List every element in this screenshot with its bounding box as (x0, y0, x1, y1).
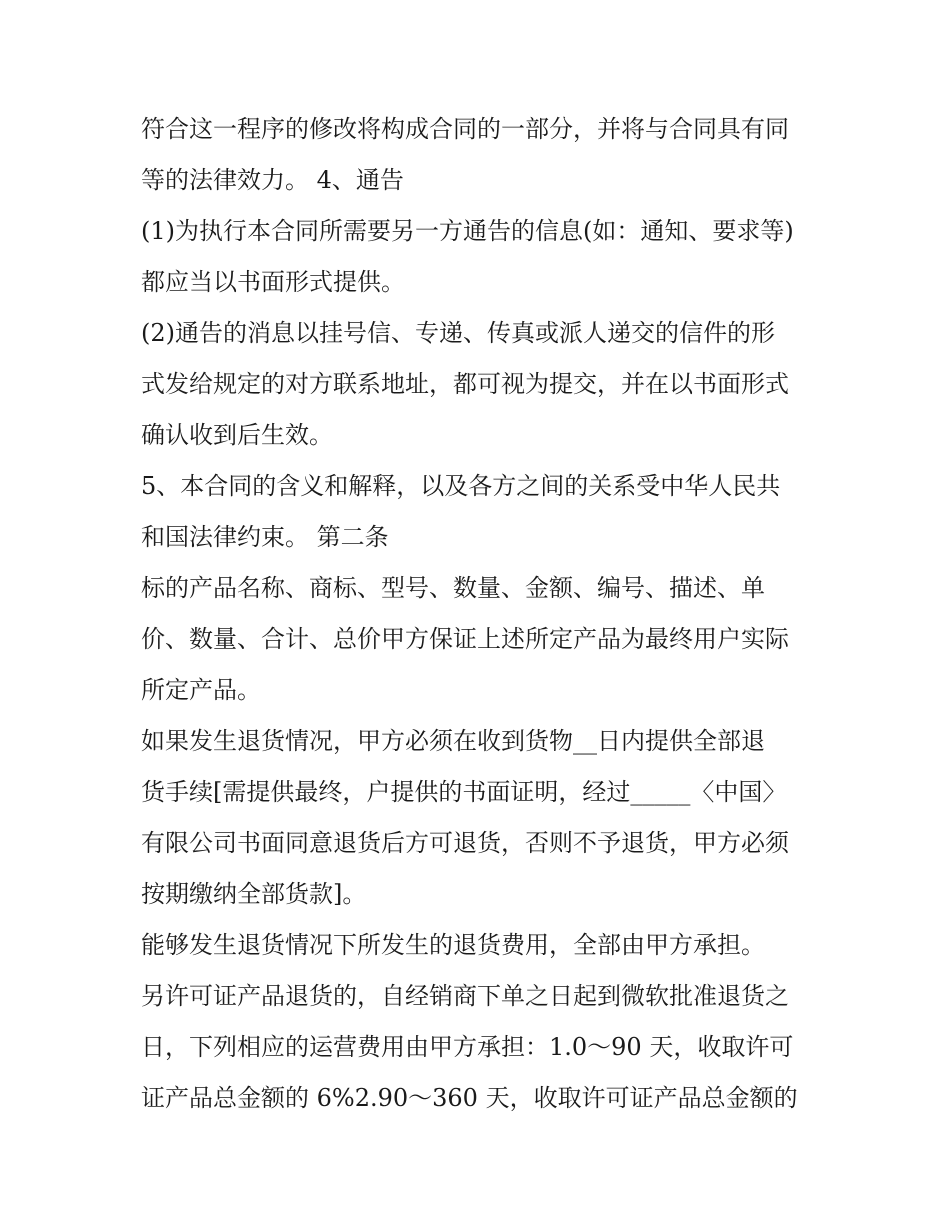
text-line: 都应当以书面形式提供。 (141, 268, 405, 296)
text-line: 如果发生退货情况，甲方必须在收到货物__日内提供全部退 (141, 727, 765, 755)
text-line: 符合这一程序的修改将构成合同的一部分，并将与合同具有同 (141, 115, 789, 143)
text-line: 所定产品。 (141, 676, 261, 704)
text-line: 日，下列相应的运营费用由甲方承担：1.0～90 天，收取许可 (141, 1033, 794, 1061)
text-line: 能够发生退货情况下所发生的退货费用，全部由甲方承担。 (141, 931, 765, 959)
text-line: 按期缴纳全部货款]。 (141, 880, 367, 908)
text-line: (2)通告的消息以挂号信、专递、传真或派人递交的信件的形 (141, 319, 775, 347)
text-line: 货手续[需提供最终，户提供的书面证明，经过_____〈中国〉 (141, 778, 787, 806)
text-line: 标的产品名称、商标、型号、数量、金额、编号、描述、单 (141, 574, 765, 602)
document-body (141, 104, 831, 1124)
text-line: 确认收到后生效。 (141, 421, 333, 449)
text-line: 证产品总金额的 6%2.90～360 天，收取许可证产品总金额的 (141, 1084, 798, 1112)
text-line: 有限公司书面同意退货后方可退货，否则不予退货，甲方必须 (141, 829, 789, 857)
text-line: 式发给规定的对方联系地址，都可视为提交，并在以书面形式 (141, 370, 789, 398)
text-line: 等的法律效力。 4、通告 (141, 166, 404, 194)
text-line: 和国法律约束。 第二条 (141, 523, 389, 551)
text-line: (1)为执行本合同所需要另一方通告的信息(如：通知、要求等) (141, 217, 794, 245)
text-line: 另许可证产品退货的，自经销商下单之日起到微软批准退货之 (141, 982, 789, 1010)
text-line: 价、数量、合计、总价甲方保证上述所定产品为最终用户实际 (141, 625, 789, 653)
text-line: 5、本合同的含义和解释，以及各方之间的关系受中华人民共 (141, 472, 781, 500)
